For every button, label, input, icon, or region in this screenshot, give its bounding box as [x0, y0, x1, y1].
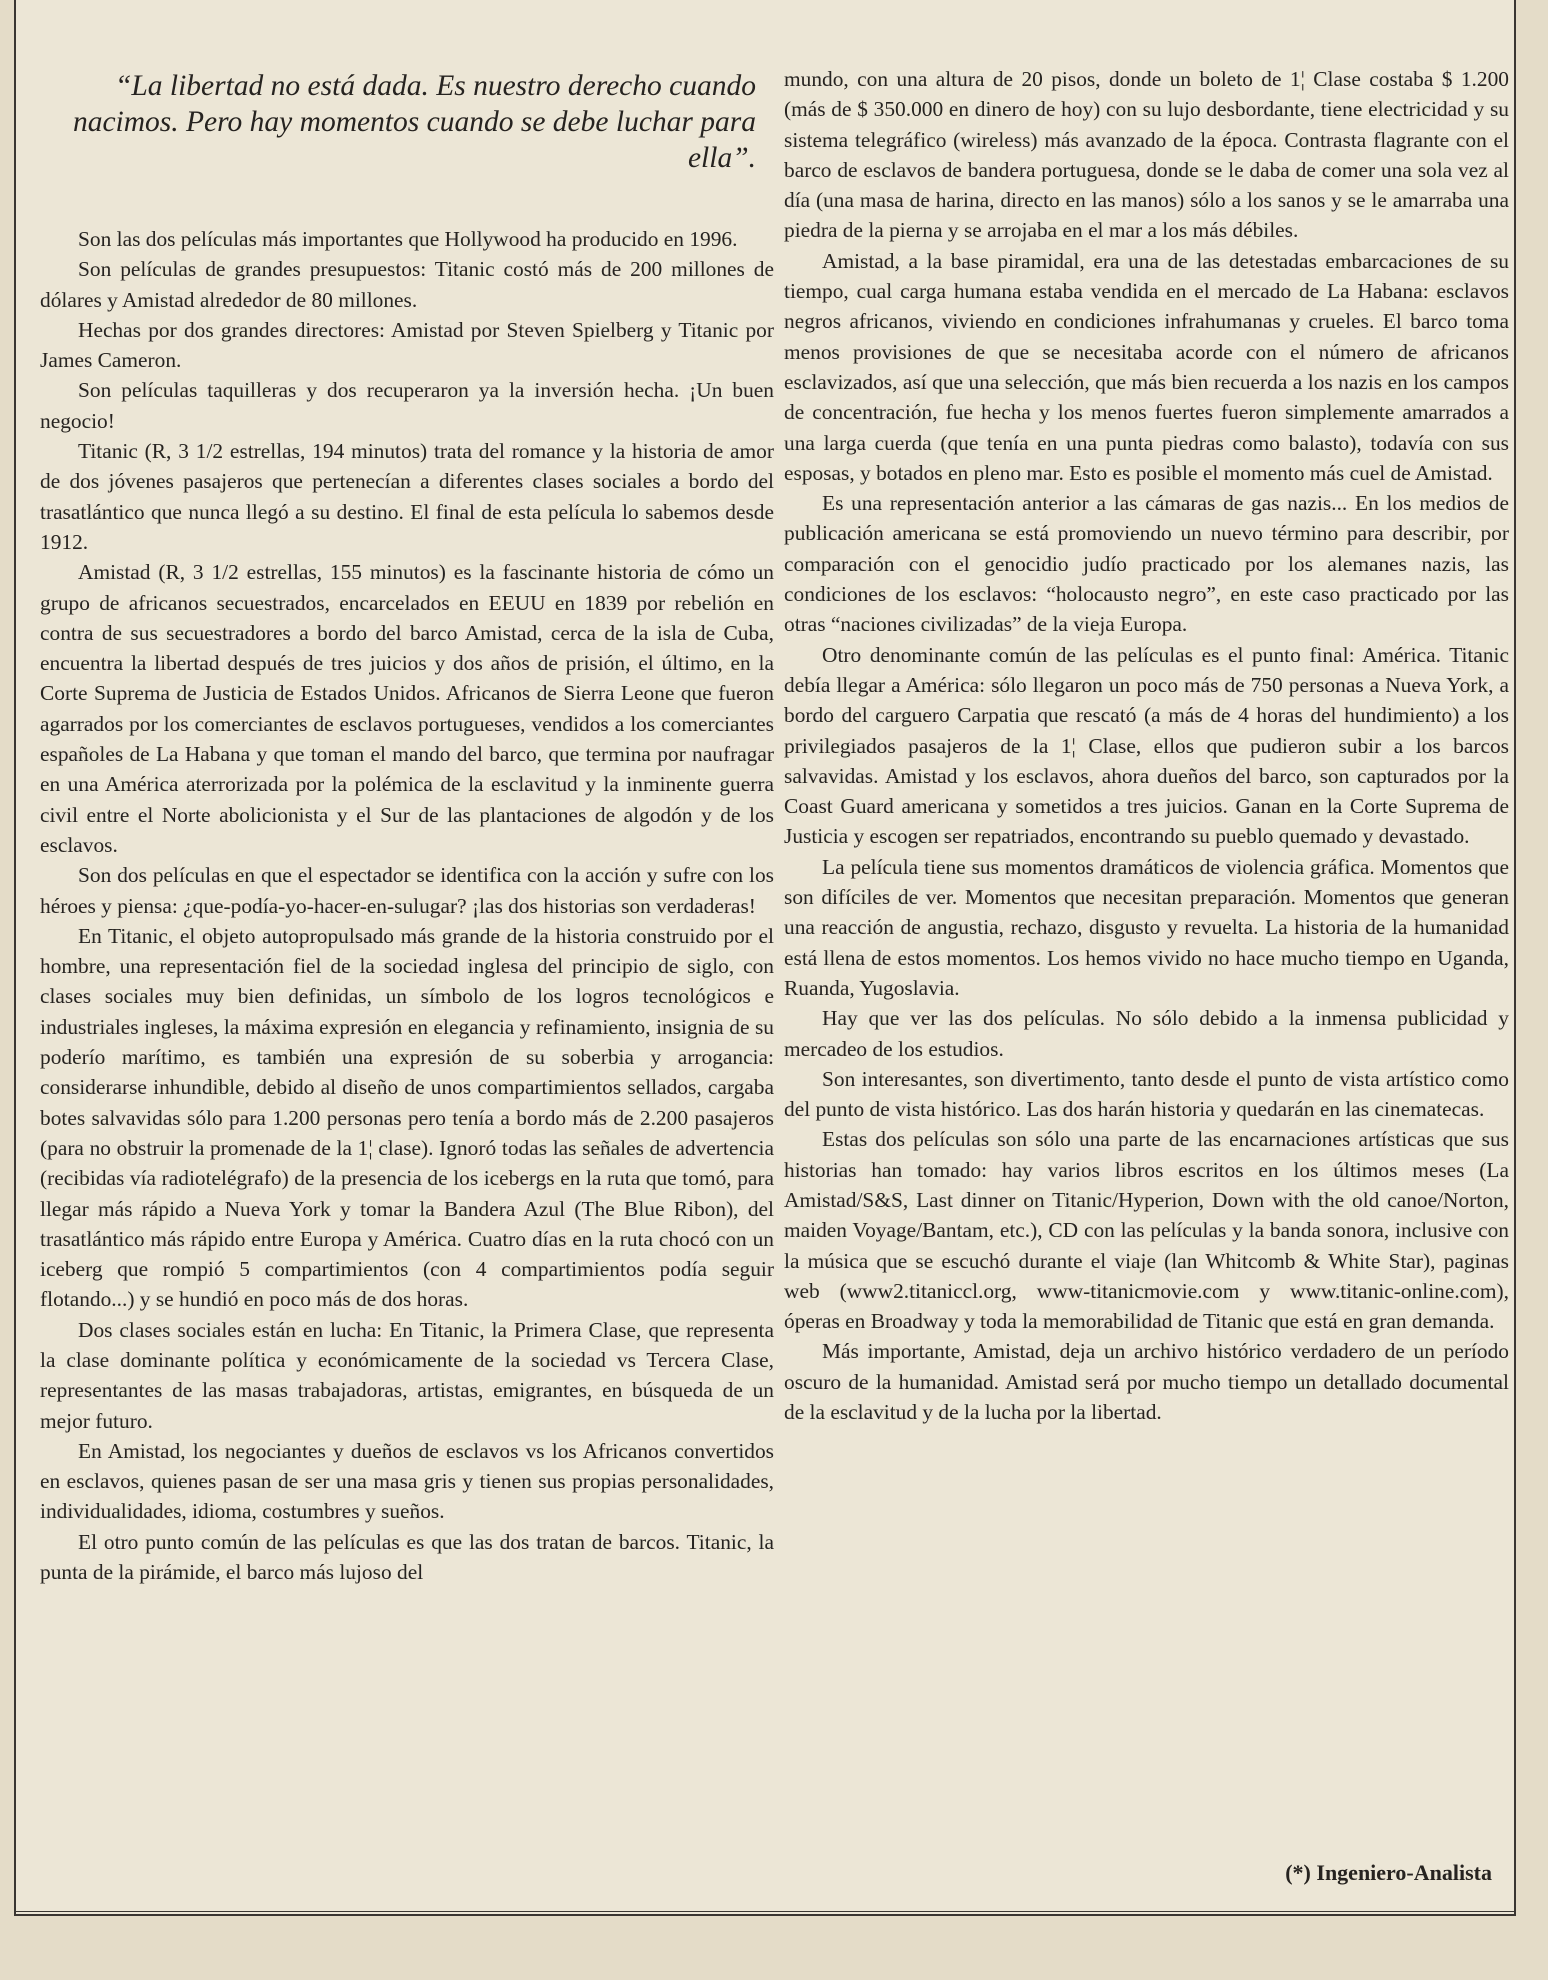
left-column [40, 0, 774, 1587]
paragraph: Es una representación anterior a las cámaras de gas nazis... En los medios de publicación americana se está promoviendo un nuevo término para describir, por comparación con el genocidio judío practicado por los alemanes nazis, las condiciones de los esclavos: “holocausto negro”, en este caso practicado por las otras “naciones civilizadas” de la vieja Europa. [784, 491, 1509, 637]
paragraph: Amistad, a la base piramidal, era una de las detestadas embarcaciones de su tiempo, cual carga humana estaba vendida en el mercado de La Habana: esclavos negros africanos, viviendo en condiciones infrahumanas y crueles. El barco toma menos provisiones de que se necesitaba acorde con el número de africanos esclavizados, así que una selección, que más bien recuerda a los nazis en los campos de concentración, fue hecha y los menos fuertes fueron simplemente amarrados a una larga cuerda (que tenía en una punta piedras como balasto), todavía con sus esposas, y botados en pleno mar. Esto es posible el momento más cuel de Amistad. [784, 248, 1509, 485]
paragraph: Son dos películas en que el espectador se identifica con la acción y sufre con los héroes y piensa: ¿que-podía-yo-hacer-en-sulugar? ¡las dos historias son verdaderas! [40, 863, 774, 918]
paragraph: Son películas de grandes presupuestos: Titanic costó más de 200 millones de dólares y Amistad alrededor de 80 millones. [40, 257, 774, 312]
right-column [784, 0, 1509, 1427]
pull-quote: “La libertad no está dada. Es nuestro derecho cuando nacimos. Pero hay momentos cuando se debe luchar para ella”. [72, 70, 756, 174]
article-frame [14, 0, 1516, 1916]
paragraph: Titanic (R, 3 1/2 estrellas, 194 minutos) trata del romance y la historia de amor de dos jóvenes pasajeros que pertenecían a diferentes clases sociales a bordo del trasatlántico que nunca llegó a su destino. El final de esta película lo sabemos desde 1912. [40, 439, 774, 554]
paragraph: Son las dos películas más importantes que Hollywood ha producido en 1996. [78, 227, 738, 251]
right-body [784, 64, 1509, 1427]
paragraph: Estas dos películas son sólo una parte de las encarnaciones artísticas que sus historias han tomado: hay varios libros escritos en los últimos meses (La Amistad/S&S, Last dinner on Titanic/Hyperion, Down with the old canoe/Norton, maiden Voyage/Bantam, etc.), CD con las películas y la banda sonora, inclusive con la música que se escuchó durante el viaje (lan Whitcomb & White Star), paginas web (www2.titaniccl.org, www-titanicmovie.com y www.titanic-online.com), óperas en Broadway y toda la memorabilidad de Titanic que está en gran demanda. [784, 1127, 1509, 1334]
paragraph: La película tiene sus momentos dramáticos de violencia gráfica. Momentos que son difíciles de ver. Momentos que necesitan preparación. Momentos que generan una reacción de angustia, rechazo, disgusto y revuelta. La historia de la humanidad está llena de estos momentos. Los hemos vivido no hace mucho tiempo en Uganda, Ruanda, Yugoslavia. [784, 854, 1509, 1000]
paragraph: Dos clases sociales están en lucha: En Titanic, la Primera Clase, que representa la clase dominante política y económicamente de la sociedad vs Tercera Clase, representantes de las masas trabajadoras, artistas, emigrantes, en búsqueda de un mejor futuro. [40, 1317, 774, 1433]
paragraph: En Titanic, el objeto autopropulsado más grande de la historia construido por el hombre, una representación fiel de la sociedad inglesa del principio de siglo, con clases sociales muy bien definidas, un símbolo de los logros tecnológicos e industriales ingleses, la máxima expresión en elegancia y refinamiento, insignia de su poderío marítimo, es también una expresión de su soberbia y arrogancia: considerarse inhundible, debido al diseño de unos compartimientos sellados, cargaba botes salvavidas sólo para 1.200 personas pero tenía a bordo más de 2.200 pasajeros (para no obstruir la promenade de la 1¦ clase). Ignoró todas las señales de advertencia (recibidas vía radiotelégrafo) de la presencia de los icebergs en la ruta que tomó, para llegar más rápido a Nueva York y tomar la Bandera Azul (The Blue Ribon), del trasatlántico más rápido entre Europa y América. Cuatro días en la ruta chocó con un iceberg que rompió 5 compartimientos (con 4 compartimientos podía seguir flotando...) y se hundió en poco más de dos horas. [40, 923, 774, 1312]
paragraph: En Amistad, los negociantes y dueños de esclavos vs los Africanos convertidos en esclavos, quienes pasan de ser una masa gris y tienen sus propias personalidades, individualidades, idioma, costumbres y sueños. [40, 1438, 774, 1524]
paragraph: Son interesantes, son divertimento, tanto desde el punto de vista artístico como del punto de vista histórico. Las dos harán historia y quedarán en las cinematecas. [784, 1066, 1509, 1122]
paragraph: Otro denominante común de las películas es el punto final: América. Titanic debía llegar a América: sólo llegaron un poco más de 750 personas a Nueva York, a bordo del carguero Carpatia que rescató (a más de 4 horas del hundimiento) a los privilegiados pasajeros de la 1¦ Clase, ellos que pudieron subir a los barcos salvavidas. Amistad y los esclavos, ahora dueños del barco, son capturados por la Coast Guard americana y sometidos a tres juicios. Ganan en la Corte Suprema de Justicia y escogen ser repatriados, encontrando su pueblo quemado y devastado. [784, 642, 1509, 849]
paragraph: El otro punto común de las películas es que las dos tratan de barcos. Titanic, la punta de la pirámide, el barco más lujoso del [40, 1529, 774, 1585]
paragraph: Hechas por dos grandes directores: Amistad por Steven Spielberg y Titanic por James Cameron. [40, 317, 774, 373]
paragraph: mundo, con una altura de 20 pisos, donde un boleto de 1¦ Clase costaba $ 1.200 (más de $ 350.000 en dinero de hoy) con su lujo desbordante, tiene electricidad y su sistema telegráfico (wireless) más avanzado de la época. Contrasta flagrante con el barco de esclavos de bandera portuguesa, donde se le daba de comer una sola vez al día (una masa de harina, directo en las manos) sólo a los sanos y se le amarraba una piedra de la pierna y se arrojaba en el mar a los más débiles. [784, 67, 1509, 243]
author-signature: (*) Ingeniero-Analista [1285, 1860, 1492, 1885]
frame-bottom-line [16, 1911, 1514, 1912]
left-body [40, 224, 774, 1587]
paragraph: Más importante, Amistad, deja un archivo histórico verdadero de un período oscuro de la humanidad. Amistad será por mucho tiempo un detallado documental de la esclavitud y de la lucha por la libertad. [784, 1339, 1509, 1425]
paragraph: Hay que ver las dos películas. No sólo debido a la inmensa publicidad y mercadeo de los estudios. [784, 1006, 1509, 1061]
paragraph: Son películas taquilleras y dos recuperaron ya la inversión hecha. ¡Un buen negocio! [40, 378, 774, 433]
paragraph: Amistad (R, 3 1/2 estrellas, 155 minutos) es la fascinante historia de cómo un grupo de africanos secuestrados, encarcelados en EEUU en 1839 por rebelión en contra de sus secuestradores a bordo del barco Amistad, cerca de la isla de Cuba, encuentra la libertad después de tres juicios y dos años de prisión, el último, en la Corte Suprema de Justicia de Estados Unidos. Africanos de Sierra Leone que fueron agarrados por los comerciantes de esclavos portugueses, vendidos a los comerciantes españoles de La Habana y que toman el mando del barco, que termina por naufragar en una América aterrorizada por la polémica de la esclavitud y la inminente guerra civil entre el Norte abolicionista y el Sur de las plantaciones de algodón y de los esclavos. [40, 560, 774, 857]
